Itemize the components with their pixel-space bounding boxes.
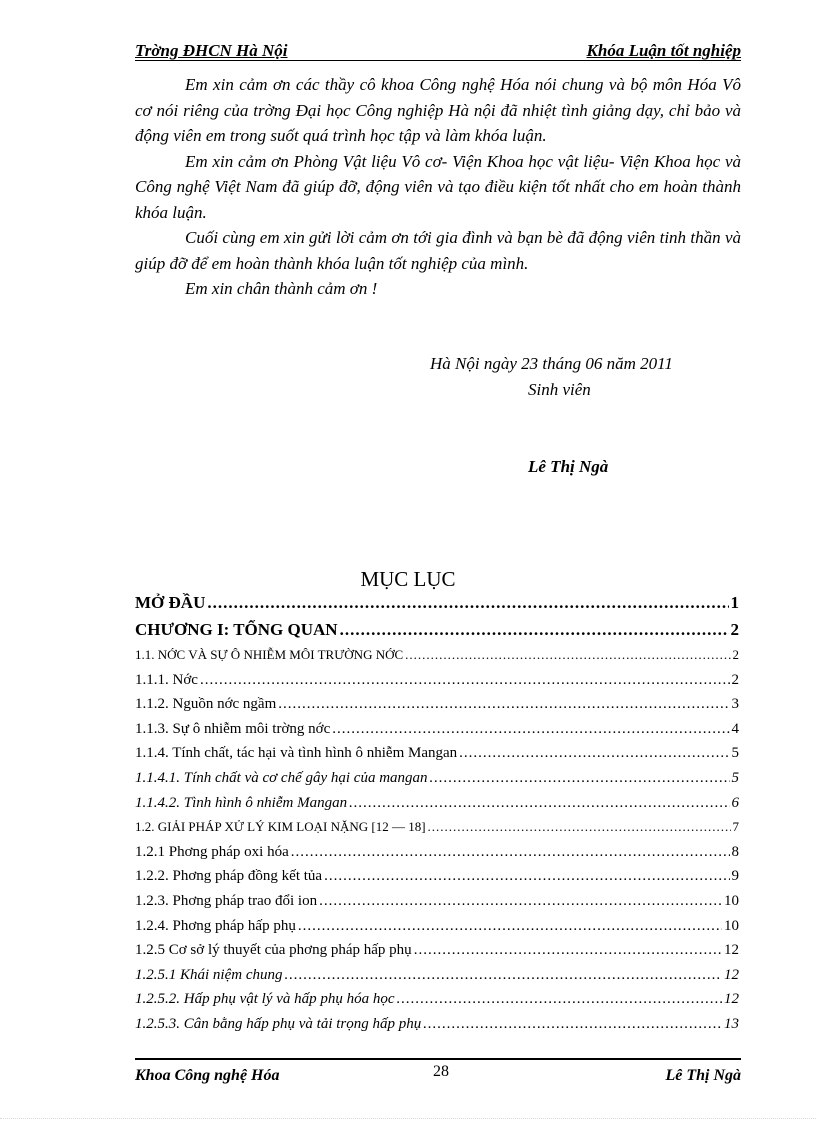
- signature-name: Lê Thị Ngà: [528, 457, 609, 476]
- toc-leader-dots: [414, 942, 722, 959]
- toc-entry-page: 3: [731, 696, 739, 713]
- toc-entry[interactable]: [135, 620, 739, 647]
- signature-date: Hà Nội ngày 23 tháng 06 năm 2011: [430, 354, 673, 373]
- acknowledgement-paragraph: Em xin cảm ơn Phòng Vật liệu Vô cơ- Viện Khoa học vật liệu- Viện Khoa học và Công nghệ Việt Nam đã giúp đỡ, động viên và tạo điều kiện tốt nhất cho em hoàn thành khóa luận.: [135, 151, 741, 222]
- toc-leader-dots: [200, 672, 730, 689]
- toc-entry-title: 1.2.5.1 Khái niệm chung: [135, 966, 283, 983]
- toc-leader-dots: [332, 721, 729, 738]
- toc-entry-title: 1.2.5.2. Hấp phụ vật lý và hấp phụ hóa học: [135, 991, 395, 1008]
- toc-entry-title: 1.2.1 Phơng pháp oxi hóa: [135, 843, 289, 860]
- toc-entry[interactable]: [135, 1016, 739, 1041]
- toc-entry[interactable]: [135, 745, 739, 770]
- toc-entry-page: 13: [724, 1015, 739, 1032]
- footer-rule: [135, 1058, 741, 1060]
- toc-leader-dots: [430, 770, 730, 787]
- toc-entry[interactable]: [135, 967, 739, 992]
- toc-title: MỤC LỤC: [360, 567, 456, 591]
- toc-entry[interactable]: [135, 593, 739, 620]
- toc-entry-title: 1.1.4. Tính chất, tác hại và tình hình ô nhiễm Mangan: [135, 745, 458, 762]
- toc-entry-title: CHƯƠNG I: TỔNG QUAN: [135, 620, 338, 639]
- toc-entry-title: 1.1.1. Nớc: [135, 671, 198, 688]
- toc-entry-title: 1.1.4.2. Tình hình ô nhiễm Mangan: [135, 794, 348, 811]
- toc-leader-dots: [319, 893, 722, 910]
- toc-entry-title: 1.1.2. Nguồn nớc ngầm: [135, 696, 277, 713]
- toc-entry[interactable]: [135, 721, 739, 746]
- toc-leader-dots: [428, 819, 731, 835]
- header-rule: [135, 60, 741, 61]
- toc-entry-title: 1.2.5.3. Cân bằng hấp phụ và tải trọng hấp phụ: [135, 1015, 422, 1032]
- toc-leader-dots: [285, 967, 723, 984]
- toc-entry-title: 1.2.4. Phơng pháp hấp phụ: [135, 917, 296, 934]
- toc-leader-dots: [207, 593, 728, 613]
- toc-entry-page: 10: [724, 917, 739, 934]
- toc-entry-page: 12: [724, 991, 739, 1008]
- toc-leader-dots: [459, 745, 729, 762]
- toc-entry[interactable]: [135, 918, 739, 943]
- toc-entry-title: 1.2.2. Phơng pháp đồng kết tủa: [135, 868, 323, 885]
- page-edge-divider: [0, 1118, 816, 1119]
- toc-entry-page: 8: [731, 843, 739, 860]
- footer-author: Lê Thị Ngà: [665, 1067, 741, 1084]
- toc-entry-title: 1.1. NỚC VÀ SỰ Ô NHIỄM MÔI TRƯỜNG NỚC: [135, 647, 404, 662]
- toc-entry-page: 4: [731, 720, 739, 737]
- toc-leader-dots: [423, 1016, 722, 1033]
- toc-entry[interactable]: [135, 942, 739, 967]
- page-header: [135, 40, 741, 64]
- toc-entry-page: 1: [730, 593, 739, 612]
- toc-entry-title: 1.2. GIẢI PHÁP XỬ LÝ KIM LOẠI NẶNG [12 — 18]: [135, 819, 426, 835]
- toc-entry-page: 6: [731, 794, 739, 811]
- toc-entry[interactable]: [135, 819, 739, 844]
- acknowledgement-paragraph: Cuối cùng em xin gửi lời cảm ơn tới gia đình và bạn bè đã động viên tinh thần và giúp đỡ để em hoàn thành khóa luận tốt nghiệp của mình.: [135, 228, 741, 273]
- toc-leader-dots: [349, 795, 729, 812]
- footer-faculty: Khoa Công nghệ Hóa: [135, 1067, 280, 1084]
- toc-entry-title: 1.2.5 Cơ sở lý thuyết của phơng pháp hấp phụ: [135, 942, 412, 959]
- toc-entry-page: 7: [732, 819, 739, 835]
- header-school: Trờng ĐHCN Hà Nội: [135, 41, 288, 60]
- toc-entry[interactable]: [135, 991, 739, 1016]
- toc-leader-dots: [340, 620, 729, 640]
- toc-entry-title: 1.2.3. Phơng pháp trao đổi ion: [135, 892, 318, 909]
- toc-entry-page: 5: [731, 769, 739, 786]
- acknowledgement-paragraph: Em xin chân thành cảm ơn !: [185, 279, 378, 298]
- page-number: 28: [433, 1063, 449, 1080]
- toc-entry[interactable]: [135, 696, 739, 721]
- toc-leader-dots: [291, 844, 730, 861]
- table-of-contents: [135, 593, 739, 1041]
- signature-role: Sinh viên: [528, 380, 591, 399]
- toc-entry-title: 1.1.3. Sự ô nhiễm môi trờng nớc: [135, 720, 331, 737]
- toc-entry-page: 2: [730, 620, 739, 639]
- page-footer: [135, 1055, 741, 1095]
- toc-entry-page: 10: [724, 892, 739, 909]
- toc-entry[interactable]: [135, 893, 739, 918]
- toc-entry-page: 2: [731, 671, 739, 688]
- toc-entry-page: 2: [732, 647, 739, 662]
- toc-entry-page: 12: [724, 966, 739, 983]
- toc-leader-dots: [324, 868, 729, 885]
- toc-entry[interactable]: [135, 770, 739, 795]
- toc-entry-title: 1.1.4.1. Tính chất và cơ chế gây hại của mangan: [135, 769, 428, 786]
- toc-leader-dots: [397, 991, 722, 1008]
- toc-entry-page: 12: [724, 942, 739, 959]
- toc-entry[interactable]: [135, 844, 739, 869]
- toc-entry-page: 5: [731, 745, 739, 762]
- toc-leader-dots: [298, 918, 722, 935]
- toc-entry-title: MỞ ĐẦU: [135, 593, 206, 612]
- toc-leader-dots: [405, 647, 730, 663]
- toc-entry[interactable]: [135, 672, 739, 697]
- toc-entry[interactable]: [135, 868, 739, 893]
- toc-leader-dots: [278, 696, 729, 713]
- header-document-type: Khóa Luận tốt nghiệp: [586, 41, 741, 60]
- toc-entry[interactable]: [135, 647, 739, 672]
- acknowledgement-paragraph: Em xin cảm ơn các thầy cô khoa Công nghệ Hóa nói chung và bộ môn Hóa Vô cơ nói riêng của trờng Đại học Công nghiệp Hà nội đã nhiệt tình giảng dạy, chỉ bảo và động viên em trong suốt quá trình học tập và làm khóa luận.: [135, 75, 741, 145]
- acknowledgement-text: [135, 72, 741, 302]
- toc-entry[interactable]: [135, 795, 739, 820]
- toc-entry-page: 9: [731, 868, 739, 885]
